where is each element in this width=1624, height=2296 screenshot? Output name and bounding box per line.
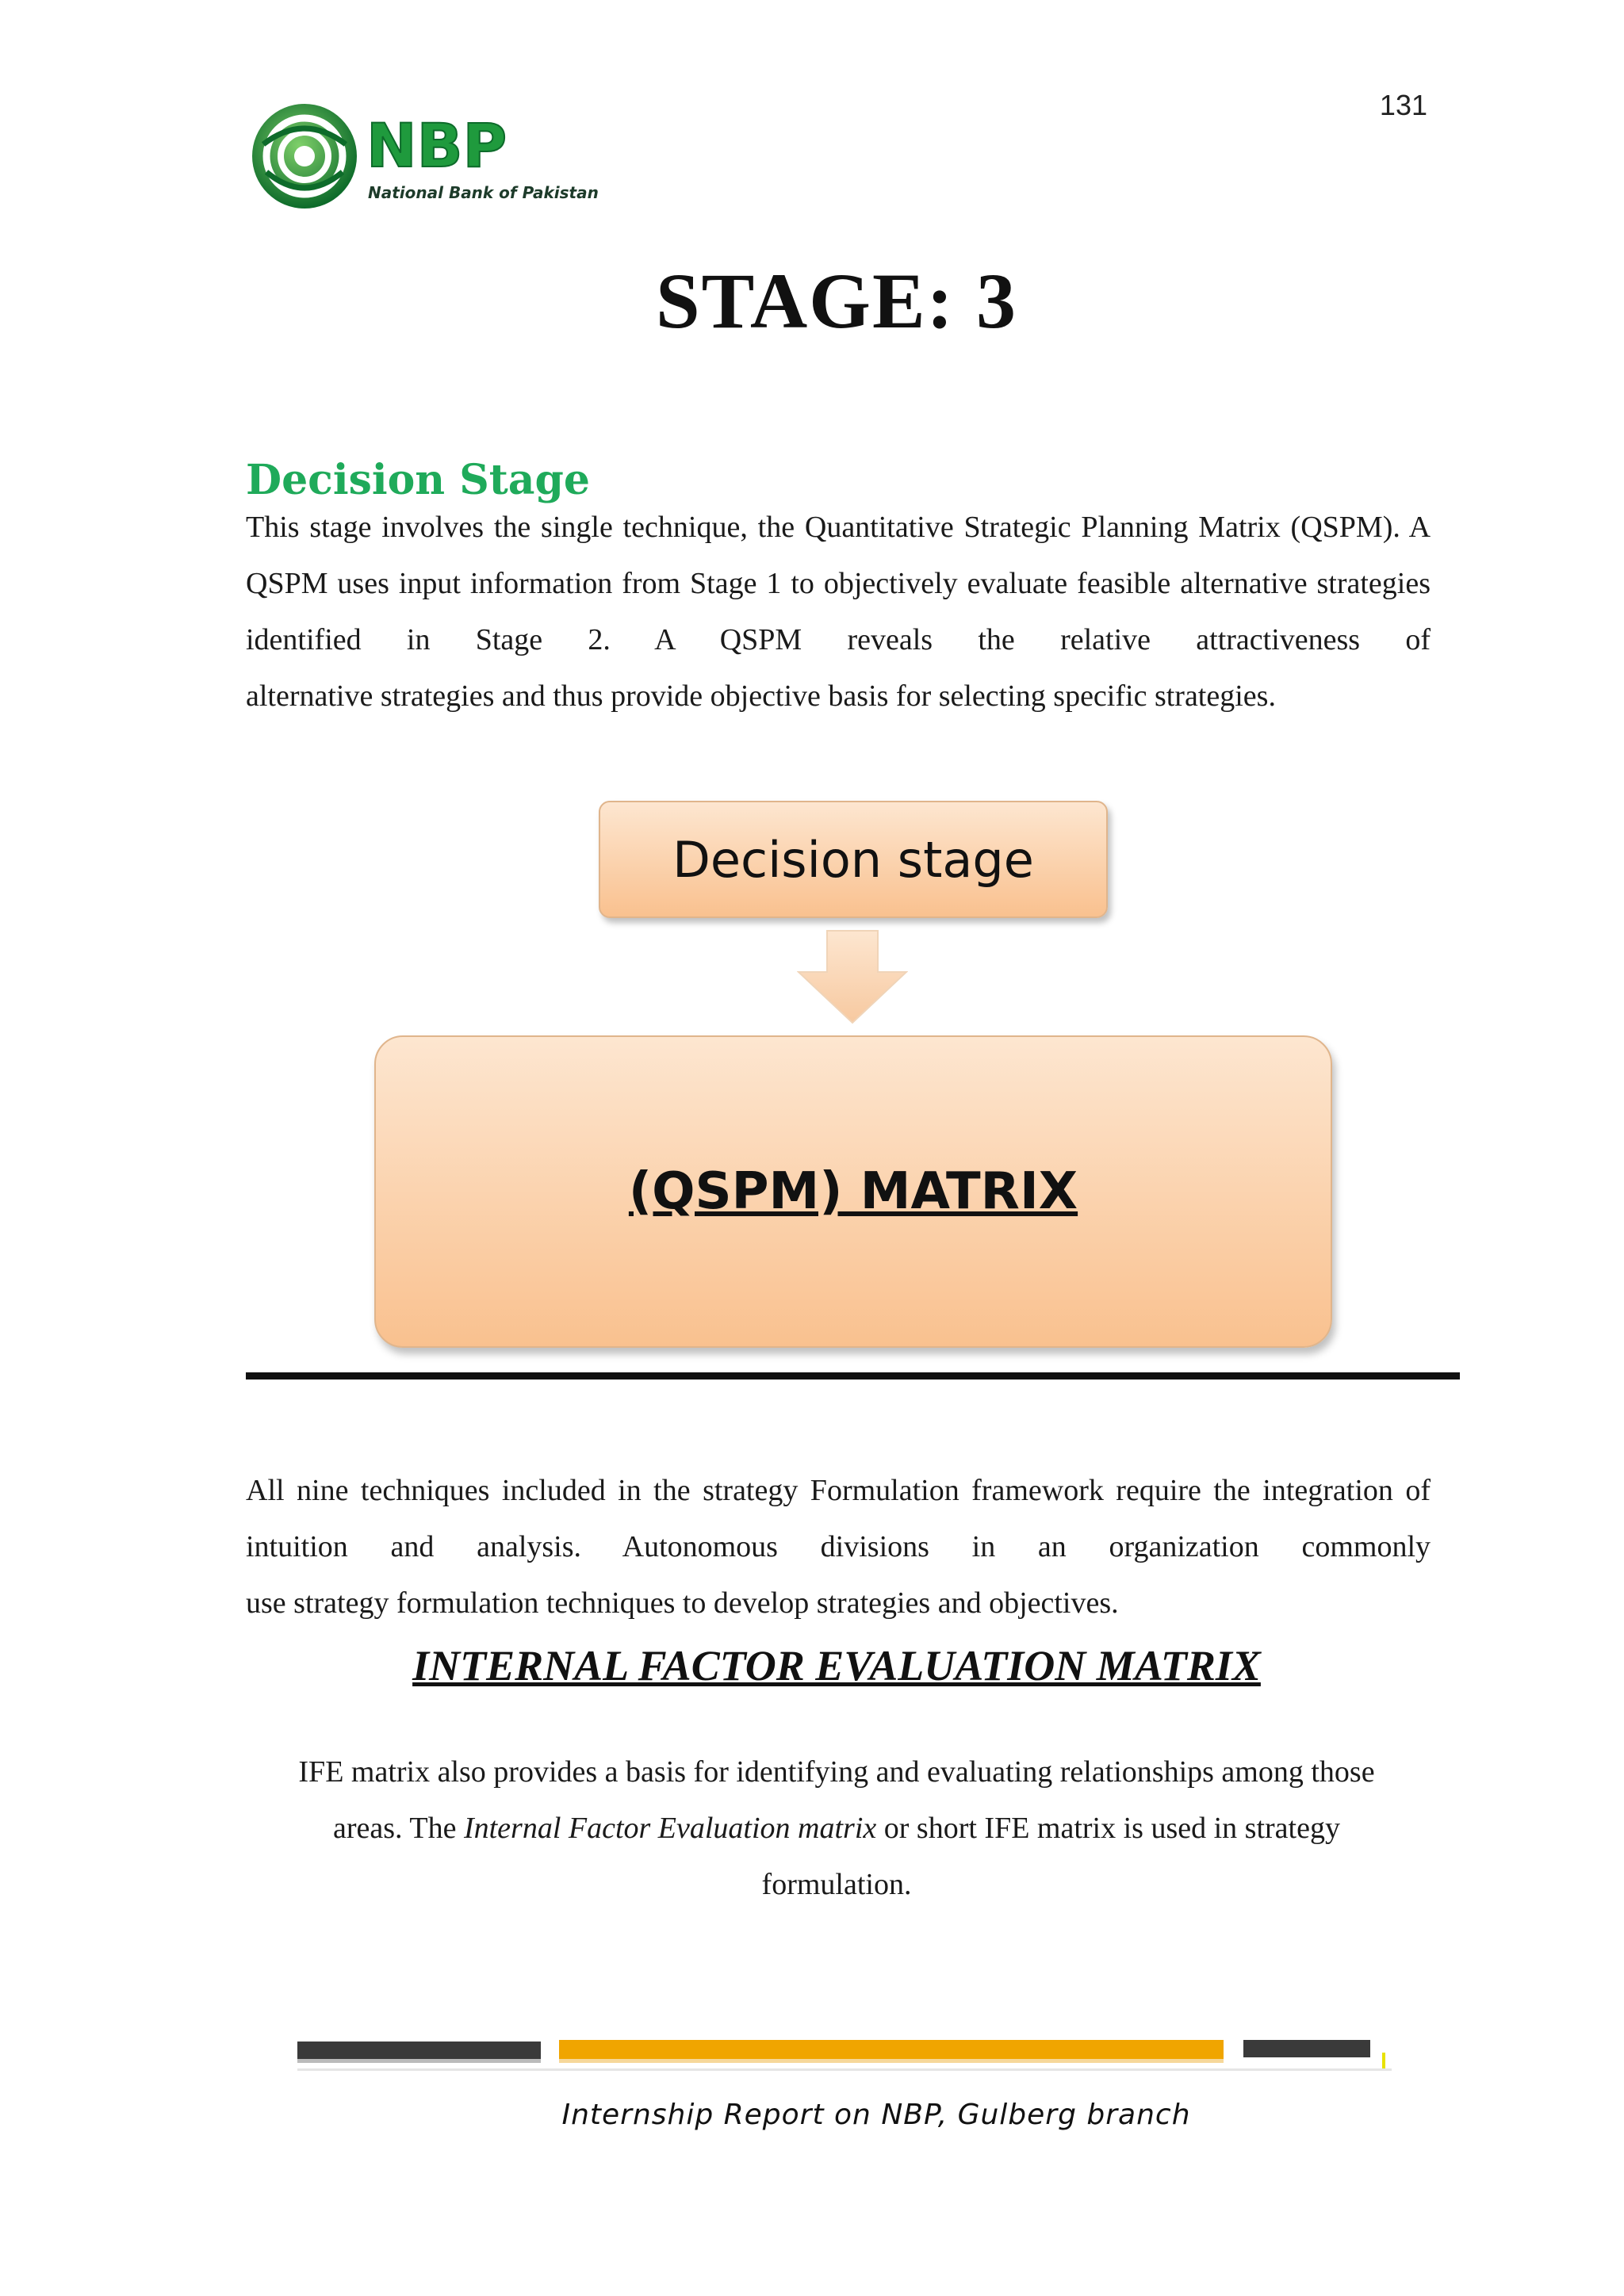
paragraph-line: alternative strategies and thus provide objective basis for selecting specific strategies.	[246, 679, 1276, 713]
paragraph-line: alternative strategies identified in Stage 2. A QSPM reveals the relative attractiveness of	[246, 567, 1431, 656]
techniques-paragraph	[246, 1463, 1431, 1632]
ife-italic-term: Internal Factor Evaluation matrix	[463, 1812, 877, 1845]
paragraph-line: This stage involves the single technique, the Quantitative Strategic Planning Matrix	[246, 511, 1281, 544]
svg-text:National Bank of Pakistan: National Bank of Pakistan	[368, 183, 599, 202]
decision-stage-box: Decision stage	[599, 801, 1108, 918]
paragraph-line: integration of intuition and analysis. Autonomous divisions in an organization commonly	[246, 1474, 1431, 1563]
ife-heading: INTERNAL FACTOR EVALUATION MATRIX	[412, 1642, 1261, 1689]
down-arrow-icon	[797, 929, 908, 1024]
ife-line-suffix: or short IFE matrix is used in strategy	[883, 1812, 1340, 1845]
nbp-logo	[247, 97, 612, 216]
paragraph-line: All nine techniques included in the strategy Formulation framework require the	[246, 1474, 1251, 1507]
footer-decoration	[297, 2034, 1392, 2073]
ife-line: formulation.	[761, 1868, 912, 1901]
ife-line-prefix: areas. The	[333, 1812, 457, 1845]
divider	[246, 1372, 1460, 1380]
page-title: STAGE: 3	[656, 257, 1017, 345]
intro-paragraph	[246, 499, 1431, 725]
svg-text:NBP: NBP	[366, 110, 508, 181]
paragraph-line: (QSPM). A QSPM uses input information from Stage 1 to objectively evaluate feasible	[246, 511, 1431, 600]
nbp-emblem-icon	[252, 104, 357, 209]
ife-line: IFE matrix also provides a basis for identifying and evaluating relationships among those	[298, 1755, 1375, 1789]
footer-text: Internship Report on NBP, Gulberg branch	[561, 2099, 1191, 2131]
page-number: 131	[1379, 89, 1427, 121]
qspm-matrix-box: (QSPM) MATRIX	[374, 1035, 1332, 1348]
paragraph-line: use strategy formulation techniques to develop strategies and objectives.	[246, 1586, 1119, 1620]
ife-paragraph	[238, 1744, 1435, 1913]
section-heading: Decision Stage	[246, 456, 590, 504]
